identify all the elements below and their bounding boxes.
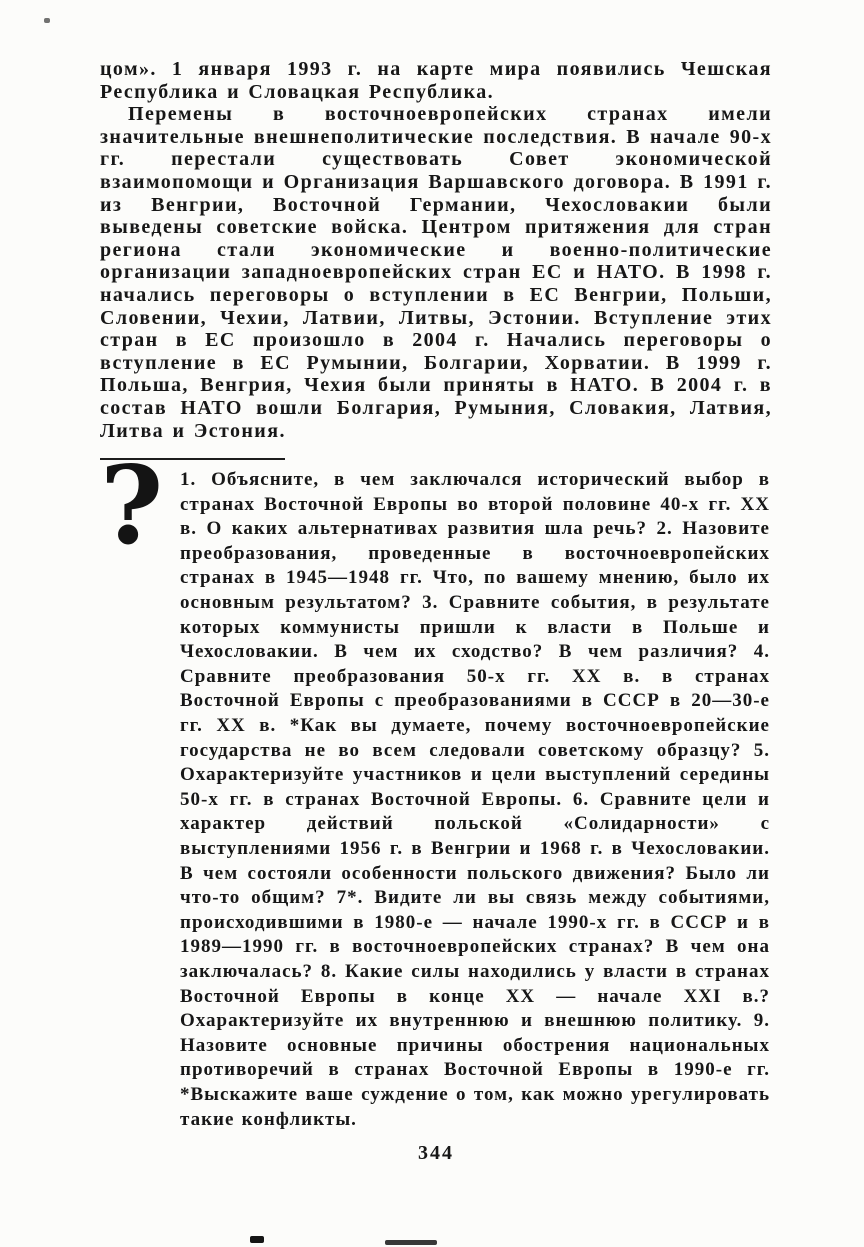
page-number: 344 bbox=[418, 1142, 454, 1165]
paragraph-main: Перемены в восточноевропейских странах имели значительные внешнеполитические последствия. В начале 90-х гг. перестали существовать Совет экономической взаимопомощи и Организация Варшавского договора. В 1991 г. из Венгрии, Восточной Германии, Чехословакии были выведены советские войска. Центром притяжения для стран региона стали экономические и военно-политические организации западноевропейских стран ЕС и НАТО. В 1998 г. начались переговоры о вступлении в ЕС Венгрии, Польши, Словении, Чехии, Латвии, Литвы, Эстонии. Вступление этих стран в ЕС произошло в 2004 г. Начались переговоры о вступление в ЕС Румынии, Болгарии, Хорватии. В 1999 г. Польша, Венгрия, Чехия были приняты в НАТО. В 2004 г. в состав НАТО вошли Болгария, Румыния, Словакия, Латвия, Литва и Эстония. bbox=[100, 103, 772, 442]
scan-artifact bbox=[250, 1236, 264, 1243]
questions-section bbox=[100, 443, 770, 1132]
paragraph-continuation: цом». 1 января 1993 г. на карте мира появились Чешская Республика и Словацкая Республика. bbox=[100, 58, 772, 103]
questions-text: 1. Объясните, в чем заключался исторический выбор в странах Восточной Европы во второй половине 40-х гг. XX в. О каких альтернативах развития шла речь? 2. Назовите преобразования, проведенные в восточноевропейских странах в 1945—1948 гг. Что, по вашему мнению, было их основным результатом? 3. Сравните события, в результате которых коммунисты пришли к власти в Польше и Чехословакии. В чем их сходство? В чем различия? 4. Сравните преобразования 50-х гг. XX в. в странах Восточной Европы с преобразованиями в СССР в 20—30-е гг. XX в. *Как вы думаете, почему восточноевропейские государства не во всем следовали советскому образцу? 5. Охарактеризуйте участников и цели выступлений середины 50-х гг. в странах Восточной Европы. 6. Сравните цели и характер действий польской «Солидарности» с выступлениями 1956 г. в Венгрии и 1968 г. в Чехословакии. В чем состояли особенности польского движения? Было ли что-то общим? 7*. Видите ли вы связь между событиями, происходившими в 1980-е — начале 1990-х гг. в СССР и в 1989—1990 гг. в восточноевропейских странах? В чем она заключалась? 8. Какие силы находились у власти в странах Восточной Европы в конце XX — начале XXI в.? Охарактеризуйте их внутреннюю и внешнюю политику. 9. Назовите основные причины обострения национальных противоречий в странах Восточной Европы в 1990-е гг. *Выскажите ваше суждение о том, как можно урегулировать такие конфликты. bbox=[180, 469, 770, 1130]
scan-artifact bbox=[44, 18, 50, 23]
question-mark-icon: ? bbox=[100, 443, 164, 570]
body-text bbox=[100, 58, 772, 442]
page-content bbox=[100, 58, 772, 1165]
scan-artifact bbox=[385, 1240, 437, 1245]
